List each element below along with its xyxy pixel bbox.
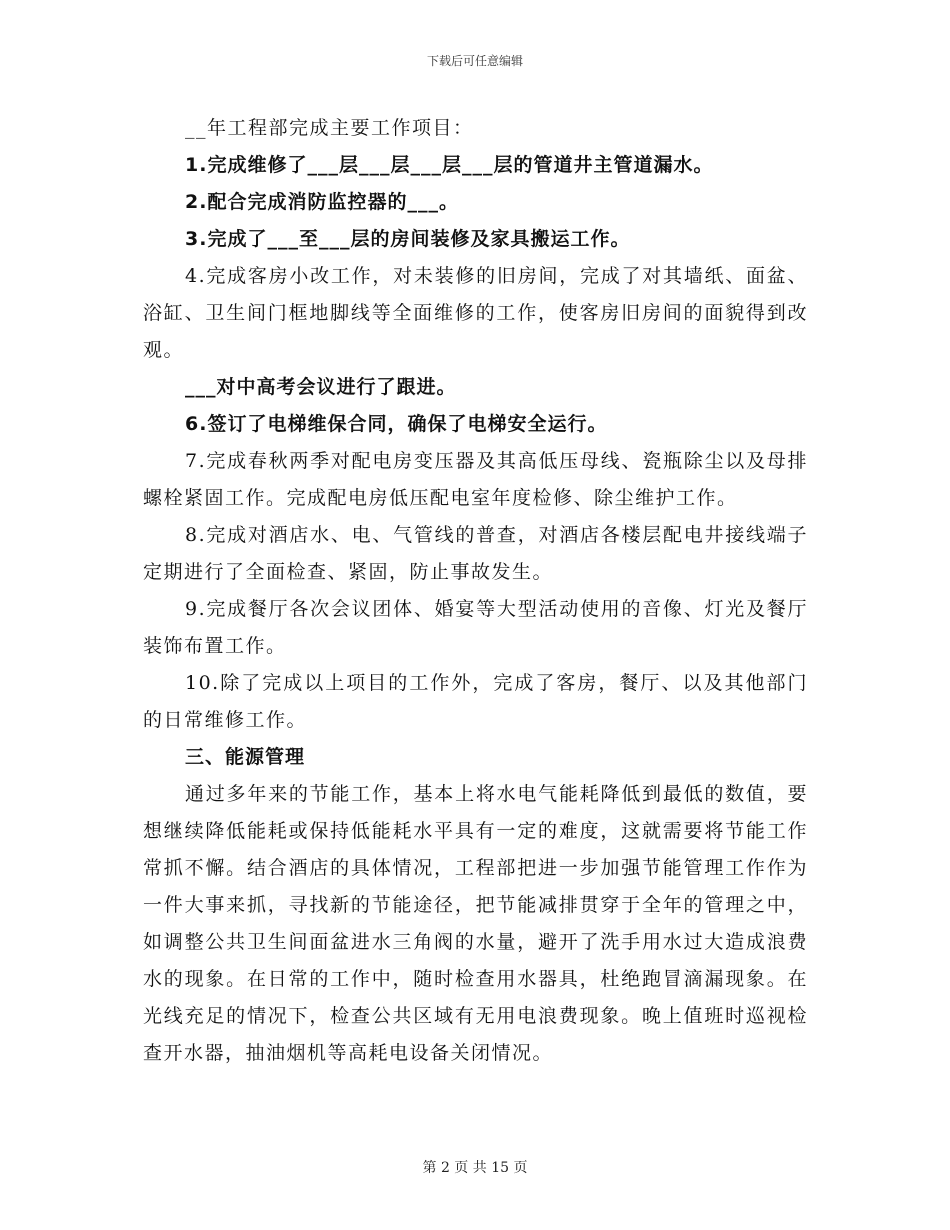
item-4-paragraph: 4.完成客房小改工作，对未装修的旧房间，完成了对其墙纸、面盆、浴缸、卫生间门框地脚线等全面维修的工作，使客房旧房间的面貌得到改观。 bbox=[143, 265, 808, 361]
section-heading: 三、能源管理 bbox=[185, 746, 306, 768]
item-7-paragraph: 7.完成春秋两季对配电房变压器及其高低压母线、瓷瓶除尘以及母排螺栓紧固工作。完成配电房低压配电室年度检修、除尘维护工作。 bbox=[143, 450, 808, 509]
item-9-paragraph: 9.完成餐厅各次会议团体、婚宴等大型活动使用的音像、灯光及餐厅装饰布置工作。 bbox=[143, 598, 808, 657]
item-6-paragraph: 6.签订了电梯维保合同，确保了电梯安全运行。 bbox=[185, 413, 608, 435]
page-number: 第 2 页 共 15 页 bbox=[422, 1160, 528, 1176]
document-body bbox=[143, 110, 808, 1072]
item-8-paragraph: 8.完成对酒店水、电、气管线的普查，对酒店各楼层配电井接线端子定期进行了全面检查、紧固，防止事故发生。 bbox=[143, 524, 808, 583]
page-header-note: 下载后可任意编辑 bbox=[426, 54, 523, 68]
intro-paragraph: __年工程部完成主要工作项目： bbox=[185, 117, 474, 139]
item-10-paragraph: 10.除了完成以上项目的工作外，完成了客房，餐厅、以及其他部门的日常维修工作。 bbox=[143, 672, 808, 731]
item-3-paragraph: 3.完成了___至___层的房间装修及家具搬运工作。 bbox=[185, 228, 631, 250]
item-1-paragraph: 1.完成维修了___层___层___层___层的管道井主管道漏水。 bbox=[185, 154, 714, 176]
item-5-paragraph: ___对中高考会议进行了跟进。 bbox=[185, 376, 457, 398]
energy-management-paragraph: 通过多年来的节能工作，基本上将水电气能耗降低到最低的数值，要想继续降低能耗或保持低能耗水平具有一定的难度，这就需要将节能工作常抓不懈。结合酒店的具体情况，工程部把进一步加强节能管理工作作为一件大事来抓，寻找新的节能途径，把节能减排贯穿于全年的管理之中，如调整公共卫生间面盆进水三角阀的水量，避开了洗手用水过大造成浪费水的现象。在日常的工作中，随时检查用水器具，杜绝跑冒滴漏现象。在光线充足的情况下，检查公共区域有无用电浪费现象。晚上值班时巡视检查开水器，抽油烟机等高耗电设备关闭情况。 bbox=[143, 783, 808, 1064]
item-2-paragraph: 2.配合完成消防监控器的___。 bbox=[185, 191, 459, 213]
